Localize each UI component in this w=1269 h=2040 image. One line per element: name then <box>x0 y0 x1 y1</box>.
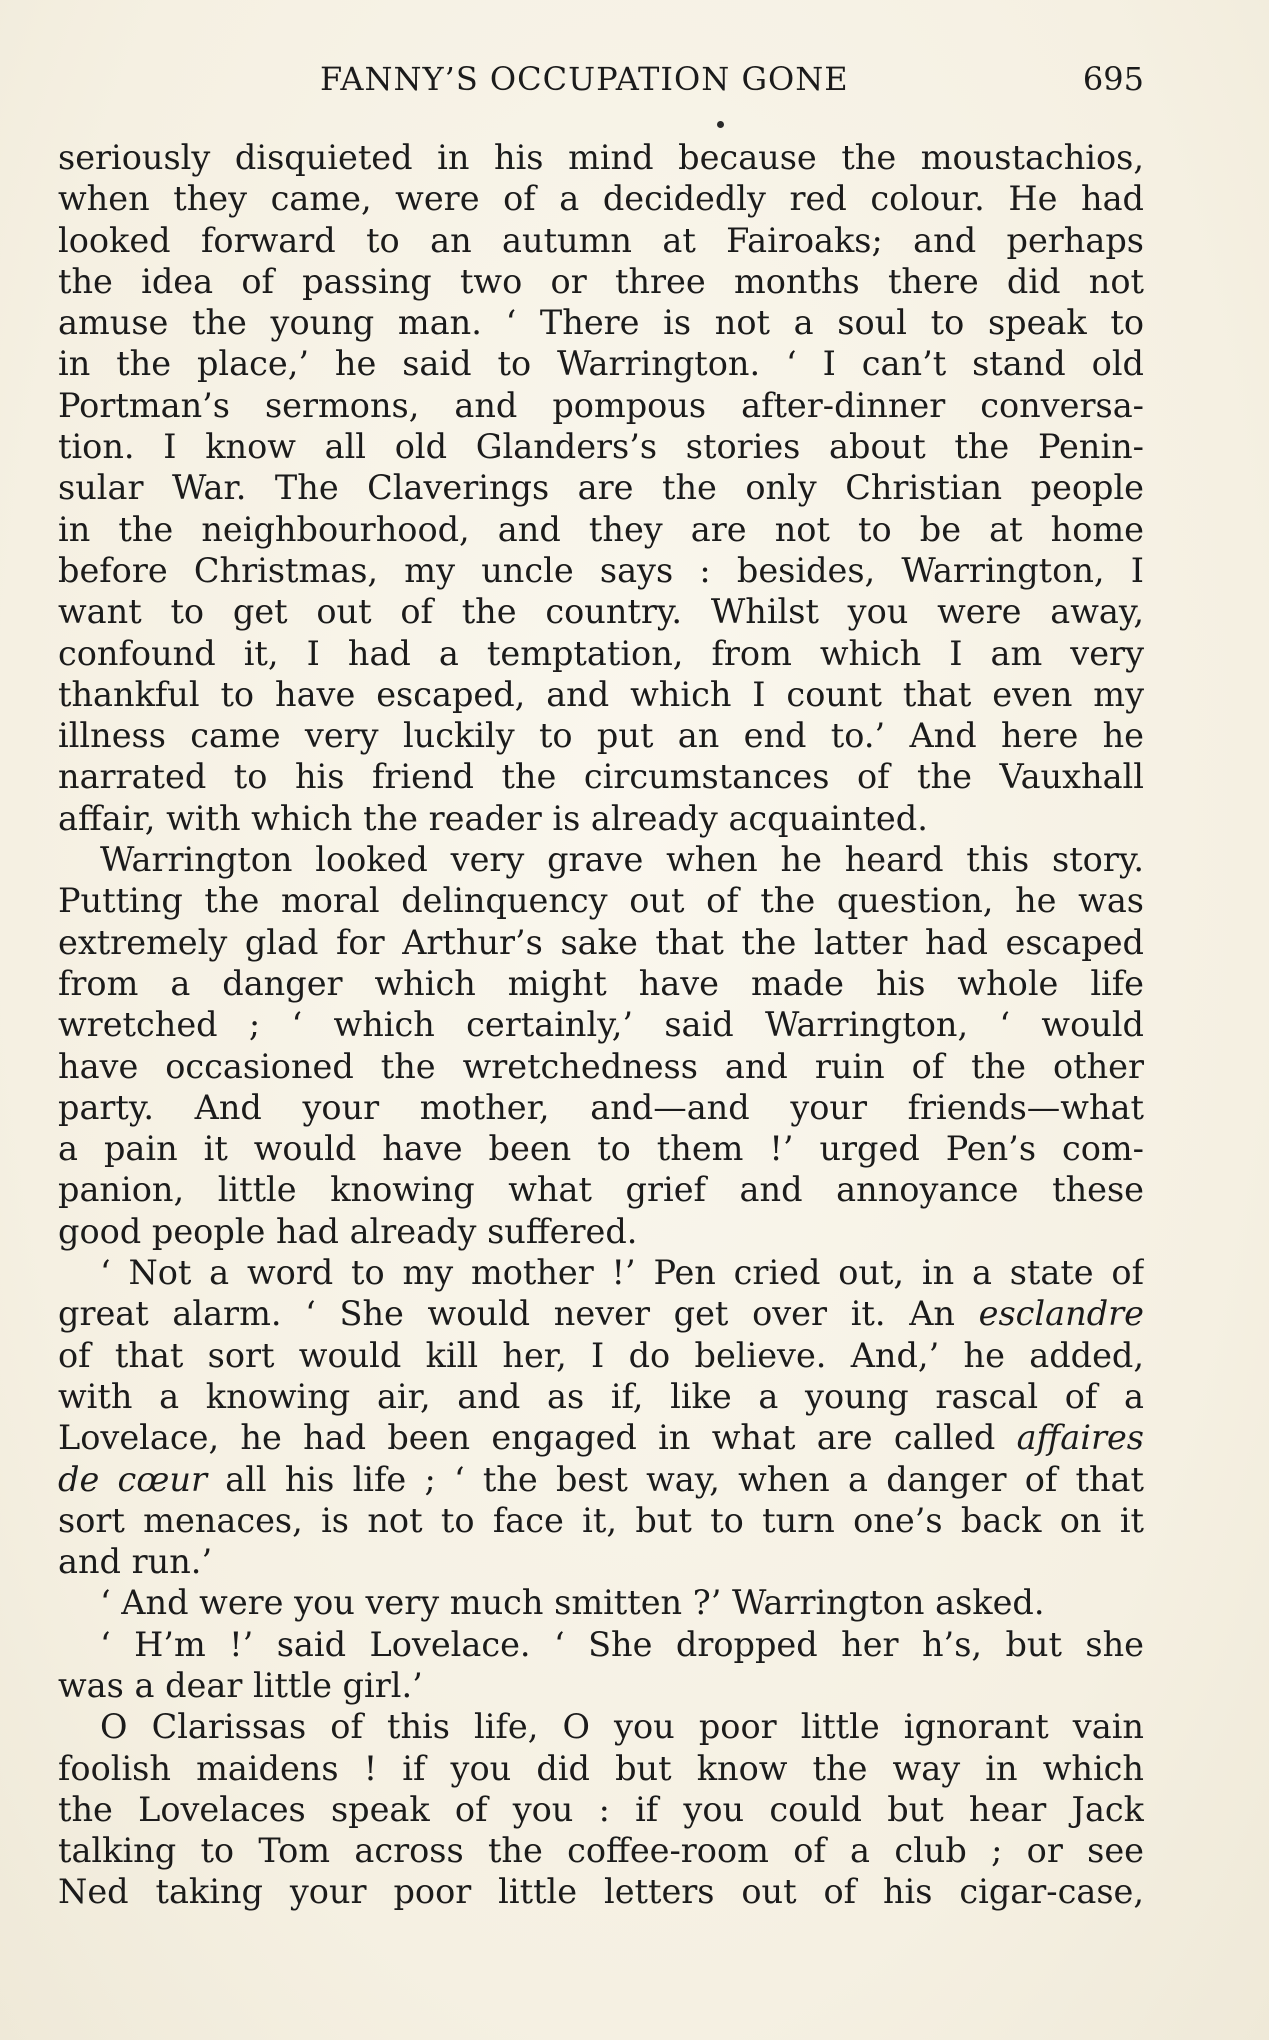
text-line: was a dear little girl.’ <box>58 1665 423 1705</box>
text-line: with a knowing air, and as if, like a young rascal of a <box>58 1376 1144 1416</box>
text-line: illness came very luckily to put an end to.’ And here he <box>58 716 1144 756</box>
text-line: want to get out of the country. Whilst you were away, <box>58 592 1144 632</box>
body-text <box>58 137 1144 1913</box>
chapter-title: FANNY’S OCCUPATION GONE <box>320 60 849 98</box>
text-run: Lovelace, he had been engaged in what are called <box>58 1418 996 1458</box>
text-line: extremely glad for Arthur’s sake that the latter had escaped <box>58 922 1144 962</box>
text-line: ‘ H’m !’ said Lovelace. ‘ She dropped her h’s, but she <box>100 1624 1144 1664</box>
italic-term: affaires <box>1016 1418 1144 1458</box>
text-line: good people had already suffered. <box>58 1211 638 1251</box>
text-line: ‘ And were you very much smitten ?’ Warrington asked. <box>100 1583 1045 1623</box>
text-line: and run.’ <box>58 1542 213 1582</box>
text-line <box>58 1293 1144 1334</box>
text-line: from a danger which might have made his whole life <box>58 963 1144 1003</box>
text-line: Warrington looked very grave when he heard this story. <box>100 840 1144 880</box>
text-line: talking to Tom across the coffee-room of a club ; or see <box>58 1831 1144 1871</box>
page-number: 695 <box>1082 60 1144 98</box>
text-line <box>58 1459 1144 1500</box>
text-line: O Clarissas of this life, O you poor little ignorant vain <box>100 1707 1144 1747</box>
text-line: before Christmas, my uncle says : besides, Warrington, I <box>58 550 1144 590</box>
text-line: sular War. The Claverings are the only Christian people <box>58 468 1144 508</box>
text-line <box>58 1417 1144 1458</box>
text-line: Portman’s sermons, and pompous after-dinner conversa- <box>58 385 1144 425</box>
text-line: party. And your mother, and—and your friends—what <box>58 1087 1144 1127</box>
text-line: the Lovelaces speak of you : if you could but hear Jack <box>58 1789 1144 1829</box>
text-line: seriously disquieted in his mind because the moustachios, <box>58 138 1144 177</box>
text-line: have occasioned the wretchedness and ruin of the other <box>58 1046 1144 1086</box>
running-header <box>58 56 1144 102</box>
text-line: a pain it would have been to them !’ urged Pen’s com- <box>58 1129 1144 1169</box>
text-line: sort menaces, is not to face it, but to turn one’s back on it <box>58 1500 1144 1540</box>
italic-term: esclandre <box>978 1294 1144 1334</box>
italic-term: de cœur <box>58 1459 207 1499</box>
text-line: Ned taking your poor little letters out of his cigar-case, <box>58 1872 1144 1912</box>
text-line: thankful to have escaped, and which I count that even my <box>58 674 1144 714</box>
text-line: foolish maidens ! if you did but know the way in which <box>58 1748 1144 1788</box>
text-run: all his life ; ‘ the best way, when a danger of that <box>225 1459 1144 1499</box>
text-line: when they came, were of a decidedly red colour. He had <box>58 179 1144 219</box>
text-line: wretched ; ‘ which certainly,’ said Warrington, ‘ would <box>58 1005 1144 1045</box>
text-line: in the place,’ he said to Warrington. ‘ I can’t stand old <box>58 344 1144 384</box>
text-line: of that sort would kill her, I do believe. And,’ he added, <box>58 1335 1144 1375</box>
text-line: looked forward to an autumn at Fairoaks; and perhaps <box>58 220 1144 260</box>
text-line: affair, with which the reader is already acquainted. <box>58 798 928 838</box>
text-line: Putting the moral delinquency out of the question, he was <box>58 881 1144 921</box>
text-line: amuse the young man. ‘ There is not a soul to speak to <box>58 303 1144 343</box>
text-run: great alarm. ‘ She would never get over it. An <box>58 1294 955 1334</box>
print-mark <box>717 121 724 128</box>
text-line: the idea of passing two or three months there did not <box>58 261 1144 301</box>
text-line: confound it, I had a temptation, from which I am very <box>58 633 1144 673</box>
text-line: tion. I know all old Glanders’s stories about the Penin- <box>58 427 1144 467</box>
text-line: ‘ Not a word to my mother !’ Pen cried out, in a state of <box>100 1253 1144 1293</box>
text-line: panion, little knowing what grief and annoyance these <box>58 1170 1144 1210</box>
text-line: in the neighbourhood, and they are not to be at home <box>58 509 1144 549</box>
text-line: narrated to his friend the circumstances of the Vauxhall <box>58 757 1144 797</box>
